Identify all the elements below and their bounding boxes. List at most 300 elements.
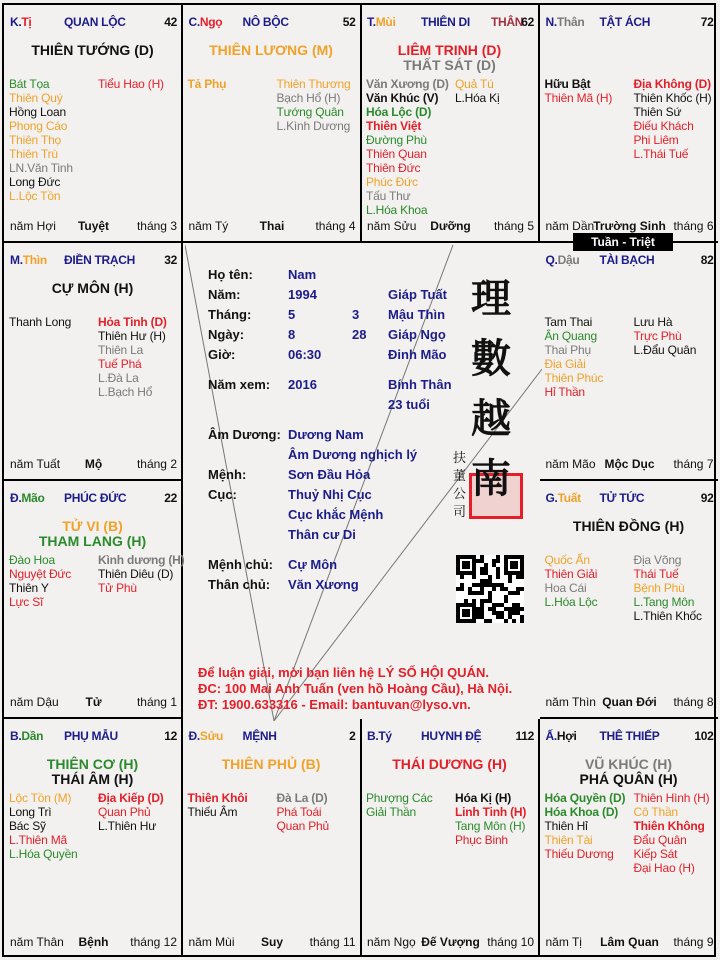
palace-footer (546, 935, 714, 949)
palace-age: 92 (700, 491, 714, 505)
palace-age: 22 (164, 491, 177, 505)
star: Lực Sĩ (9, 595, 44, 609)
palace-cell[interactable] (540, 481, 718, 719)
palace-header (10, 729, 177, 745)
branch-name: Mão (21, 491, 45, 505)
palace-age: 32 (164, 253, 177, 267)
palace-header (189, 15, 356, 31)
palace-age: 112 (515, 729, 534, 743)
menh-label: Mệnh: (208, 467, 247, 482)
palace-footer (546, 219, 714, 233)
life-phase: Tuyệt (77, 219, 110, 233)
can-chi-value: Bính Thân (388, 377, 452, 392)
star: Đại Hao (H) (633, 861, 695, 875)
star: LN.Văn Tinh (9, 161, 73, 175)
palace-cell[interactable] (183, 719, 362, 957)
star: Đẩu Quân (633, 833, 687, 847)
star: Phá Toái (276, 805, 322, 819)
info-value: 2016 (288, 377, 317, 392)
star: Đường Phù (366, 133, 427, 147)
palace-name: ĐIỀN TRẠCH (64, 253, 135, 267)
star: Bác Sỹ (9, 819, 46, 833)
star-column-right (634, 77, 712, 161)
year-label: năm Thìn (545, 695, 596, 709)
info-label: Ngày: (208, 327, 245, 342)
star: Tang Môn (H) (455, 819, 526, 833)
star-column-left (188, 791, 248, 819)
branch-name: Sửu (199, 729, 224, 743)
life-phase: Lâm Quan (600, 935, 659, 949)
palace-name: THÊ THIẾP (599, 729, 660, 743)
info-label: Họ tên: (208, 267, 253, 282)
star: Thiên Y (9, 581, 49, 595)
star: Bạch Hổ (H) (276, 91, 341, 105)
life-phase: Trường Sinh (593, 219, 666, 233)
main-star: PHÁ QUÂN (H) (579, 771, 678, 787)
palace-age: 102 (694, 729, 714, 743)
star: Địa Kiếp (D) (98, 791, 164, 805)
star: L.Hóa Lộc (544, 595, 598, 609)
info-value: Nam (288, 267, 317, 282)
palace-cell[interactable] (361, 5, 540, 243)
star: Địa Không (D) (633, 77, 711, 91)
palace-name: PHỤ MẪU (64, 729, 118, 743)
palace-cell[interactable] (4, 719, 183, 957)
palace-cell[interactable] (4, 481, 183, 719)
can-chi-value: Đinh Mão (388, 347, 447, 362)
life-phase: Mộc Dục (604, 457, 655, 471)
star: Phượng Các (366, 791, 433, 805)
main-stars (4, 43, 181, 58)
star-column-left (545, 791, 626, 861)
branch-prefix: C. (188, 15, 200, 29)
palace-branch (546, 729, 577, 743)
contact-line: Để luận giải, mời bạn liên hệ LÝ SỐ HỘI QUÁN. (198, 665, 489, 680)
star-column-left (366, 77, 449, 217)
palace-header (546, 15, 714, 31)
palace-age: 42 (164, 15, 177, 29)
star: Thiên La (98, 343, 144, 357)
life-phase: Đế Vượng (421, 935, 480, 949)
palace-footer (10, 457, 177, 471)
palace-header (546, 491, 714, 507)
menh-value: Sơn Đầu Hỏa (288, 467, 371, 482)
palace-footer (189, 219, 356, 233)
month-label: tháng 5 (493, 219, 534, 233)
star: Thiên Diêu (D) (98, 567, 174, 581)
star: Trực Phù (633, 329, 682, 343)
palace-name: HUYNH ĐỆ (421, 729, 482, 743)
star: Tiểu Hao (H) (98, 77, 164, 91)
main-stars (540, 519, 718, 534)
age-value: 23 tuổi (388, 397, 430, 412)
palace-footer (189, 935, 356, 949)
branch-name: Hợi (556, 729, 577, 743)
info-label: Tháng: (208, 307, 252, 322)
palace-age: 52 (342, 15, 356, 29)
star-column-right (277, 791, 329, 833)
lunar-value: 3 (352, 307, 360, 322)
palace-branch (367, 15, 396, 29)
star-column-right (98, 553, 184, 595)
star: Thiếu Dương (544, 847, 614, 861)
branch-prefix: Ấ. (545, 729, 557, 743)
branch-name: Ngọ (199, 15, 223, 29)
main-stars (361, 43, 538, 73)
star: Hóa Khoa (D) (544, 805, 619, 819)
star: Tuế Phá (98, 357, 142, 371)
main-star: THÁI DƯƠNG (H) (392, 756, 507, 772)
month-label: tháng 1 (136, 695, 177, 709)
branch-name: Tý (378, 729, 392, 743)
star-column-right (634, 315, 697, 357)
main-star: THÁI ÂM (H) (51, 771, 134, 787)
palace-footer (10, 935, 177, 949)
am-duong-value: Dương Nam (288, 427, 364, 442)
star: Đào Hoa (9, 553, 55, 567)
main-star: THIÊN TƯỚNG (D) (31, 42, 154, 58)
branch-prefix: K. (10, 15, 22, 29)
palace-footer (546, 695, 714, 709)
main-stars (361, 757, 538, 772)
month-label: tháng 11 (309, 935, 356, 949)
star: Thiên Tài (544, 833, 593, 847)
year-label: năm Sửu (367, 219, 417, 233)
star: Hóa Quyền (D) (544, 791, 626, 805)
palace-name: QUAN LỘC (64, 15, 126, 29)
main-stars (183, 757, 360, 772)
contact-line: ĐC: 100 Mai Anh Tuấn (ven hồ Hoàng Cầu), Hà Nội. (198, 681, 513, 696)
palace-name: TẬT ÁCH (599, 15, 651, 29)
star: L.Hóa Khoa (366, 203, 428, 217)
main-star: VŨ KHÚC (H) (584, 756, 673, 772)
star: Nguyệt Đức (9, 567, 72, 581)
star-column-left (9, 553, 71, 609)
month-label: tháng 8 (673, 695, 714, 709)
star-column-left (9, 315, 71, 329)
star: L.Thái Tuế (633, 147, 689, 161)
main-star: THIÊN ĐỒNG (H) (572, 518, 685, 534)
palace-header (189, 729, 356, 745)
palace-footer (10, 219, 177, 233)
info-value: 06:30 (288, 347, 322, 362)
info-value: 5 (288, 307, 296, 322)
year-label: năm Tý (188, 219, 229, 233)
star: Thai Phụ (544, 343, 591, 357)
palace-header (10, 491, 177, 507)
palace-age: 2 (349, 729, 356, 743)
star: L.Thiên Mã (9, 833, 68, 847)
palace-header (367, 15, 534, 31)
main-stars (4, 757, 181, 787)
star: L.Bạch Hổ (98, 385, 153, 399)
star: Văn Xương (D) (366, 77, 449, 91)
life-phase: Tử (85, 695, 102, 709)
palace-branch (546, 253, 580, 267)
branch-name: Mùi (375, 15, 396, 29)
star: Kình dương (H) (98, 553, 185, 567)
palace-branch (10, 491, 45, 505)
palace-footer (10, 695, 177, 709)
star-column-left (9, 77, 73, 203)
star: Thiên Khôi (187, 791, 248, 805)
palace-header (10, 253, 177, 269)
star: Hỏa Tinh (D) (98, 315, 167, 329)
star: Lưu Hà (633, 315, 673, 329)
star-column-left (545, 77, 613, 105)
star: Quốc Ấn (544, 553, 590, 567)
tuan-triet-badge: Tuần - Triệt (573, 233, 673, 251)
main-stars (4, 281, 181, 296)
star: Điếu Khách (633, 119, 694, 133)
can-chi-value: Mậu Thìn (388, 307, 446, 322)
star: Thanh Long (9, 315, 72, 329)
palace-cell[interactable] (540, 719, 718, 957)
star-column-left (545, 315, 604, 399)
star: Thiên Quý (9, 91, 63, 105)
star-column-left (9, 791, 78, 861)
star-column-right (277, 77, 351, 133)
star-column-right (455, 791, 526, 847)
star: L.Thiên Khốc (633, 609, 702, 623)
palace-age: 72 (700, 15, 714, 29)
branch-prefix: Đ. (188, 729, 200, 743)
star-column-left (366, 791, 433, 819)
star: Thiên Đức (366, 161, 421, 175)
star: Thiếu Âm (187, 805, 238, 819)
palace-name: THIÊN DI (421, 15, 470, 29)
life-phase: Quan Đới (602, 695, 657, 709)
tu-vi-chart (2, 3, 716, 957)
can-chi-value: Giáp Tuất (388, 287, 447, 302)
branch-prefix: B. (10, 729, 22, 743)
branch-prefix: M. (10, 253, 23, 267)
main-star: LIÊM TRINH (D) (397, 42, 502, 58)
year-label: năm Mão (545, 457, 596, 471)
main-stars (540, 757, 718, 787)
star: Thiên Không (633, 819, 705, 833)
year-label: năm Hợi (10, 219, 56, 233)
star: L.Đẩu Quân (633, 343, 697, 357)
palace-cell[interactable] (4, 243, 183, 481)
star: Tam Thai (544, 315, 593, 329)
info-label: Năm: (208, 287, 241, 302)
star: Thiên Hỉ (544, 819, 588, 833)
main-stars (183, 43, 360, 58)
palace-header (367, 729, 534, 745)
palace-branch (546, 15, 585, 29)
life-phase: Bệnh (78, 935, 109, 949)
palace-branch (10, 15, 31, 29)
branch-name: Thân (556, 15, 585, 29)
palace-header (546, 729, 714, 745)
star: Thiên Hư (H) (98, 329, 166, 343)
branch-name: Dậu (557, 253, 580, 267)
star-column-left (545, 553, 598, 609)
palace-cell[interactable] (540, 243, 718, 481)
star: Thiên Mã (H) (544, 91, 613, 105)
palace-age: 82 (700, 253, 714, 267)
branch-prefix: B. (367, 729, 379, 743)
star: Văn Khúc (V) (366, 91, 439, 105)
palace-footer (546, 457, 714, 471)
star: Tả Phụ (187, 77, 227, 91)
star: Lộc Tồn (M) (9, 791, 72, 805)
palace-name: TỬ TỨC (599, 491, 645, 505)
star-column-left (188, 77, 227, 91)
main-star: THẤT SÁT (D) (403, 57, 496, 73)
star: Bát Tọa (9, 77, 50, 91)
star: Long Đức (9, 175, 61, 189)
palace-branch (189, 15, 223, 29)
star: Đà La (D) (276, 791, 328, 805)
star: Cô Thần (633, 805, 678, 819)
month-label: tháng 10 (487, 935, 534, 949)
palace-cell[interactable] (540, 5, 718, 243)
star: L.Hóa Kị (455, 91, 500, 105)
main-star: THIÊN PHỦ (B) (221, 756, 321, 772)
star: L.Lộc Tồn (9, 189, 61, 203)
life-phase: Thai (259, 219, 285, 233)
main-star: THAM LANG (H) (38, 533, 147, 549)
than-chu-label: Thân chủ: (208, 577, 271, 592)
star: Linh Tinh (H) (455, 805, 527, 819)
palace-branch (10, 729, 43, 743)
star: Thiên Giải (544, 567, 598, 581)
star: Hóa Lộc (D) (366, 105, 432, 119)
star: Hồng Loan (9, 105, 66, 119)
info-value: 8 (288, 327, 296, 342)
lunar-value: 28 (352, 327, 367, 342)
star: Địa Giải (544, 357, 586, 371)
month-label: tháng 12 (130, 935, 177, 949)
palace-cell[interactable] (4, 5, 183, 243)
star: Quan Phủ (276, 819, 329, 833)
than-chu-value: Văn Xương (288, 577, 359, 592)
star: Thiên Hình (H) (633, 791, 710, 805)
star: Thiên Việt (366, 119, 422, 133)
star: Long Trì (9, 805, 52, 819)
year-label: năm Dậu (10, 695, 59, 709)
month-label: tháng 2 (136, 457, 177, 471)
star: Phong Cáo (9, 119, 68, 133)
year-label: năm Dần (545, 219, 595, 233)
star: L.Kình Dương (276, 119, 351, 133)
palace-name: MỆNH (242, 729, 277, 743)
star: Tấu Thư (366, 189, 411, 203)
branch-name: Dần (21, 729, 44, 743)
star: Hỉ Thần (544, 385, 585, 399)
year-label: năm Mùi (188, 935, 235, 949)
star: L.Thiên Hư (98, 819, 157, 833)
star: Ân Quang (544, 329, 597, 343)
cuc-note: Cục khắc Mệnh (288, 507, 384, 522)
info-label: Giờ: (208, 347, 236, 362)
star-column-right (634, 553, 702, 623)
menh-chu-value: Cự Môn (288, 557, 338, 572)
star: Thiên Phúc (544, 371, 604, 385)
branch-prefix: Đ. (10, 491, 22, 505)
star: Hoa Cái (544, 581, 587, 595)
calligraphy-small: 扶董公司 (453, 451, 467, 520)
star: Quả Tú (455, 77, 494, 91)
year-label: năm Tị (545, 935, 582, 949)
menh-chu-label: Mệnh chủ: (208, 557, 273, 572)
than-cu-note: Thân cư Di (288, 527, 356, 542)
star: Thiên Trù (9, 147, 58, 161)
palace-branch (546, 491, 581, 505)
star: Địa Võng (633, 553, 682, 567)
palace-branch (10, 253, 47, 267)
palace-cell[interactable] (183, 5, 362, 243)
branch-name: Tuất (557, 491, 581, 505)
main-stars (4, 519, 181, 549)
calligraphy-logo: 理數越南 (471, 275, 511, 502)
star: Phục Binh (455, 833, 508, 847)
qr-code[interactable] (456, 555, 524, 623)
life-phase: Dưỡng (430, 219, 471, 233)
star: Hữu Bật (544, 77, 591, 91)
info-value: 1994 (288, 287, 317, 302)
palace-branch (189, 729, 224, 743)
star: Quan Phủ (98, 805, 151, 819)
palace-age: 62 (521, 15, 534, 29)
star: Thiên Khốc (H) (633, 91, 712, 105)
main-star: TỬ VI (B) (62, 518, 123, 534)
star: Hóa Kị (H) (455, 791, 511, 805)
branch-name: Tị (21, 15, 32, 29)
branch-prefix: G. (545, 491, 558, 505)
month-label: tháng 3 (136, 219, 177, 233)
star: Thái Tuế (633, 567, 679, 581)
star: Thiên Sứ (633, 105, 682, 119)
palace-header (546, 253, 714, 269)
can-chi-value: Giáp Ngọ (388, 327, 446, 342)
star-column-right (98, 315, 167, 399)
year-label: năm Thân (10, 935, 64, 949)
star: L.Tang Môn (633, 595, 695, 609)
branch-prefix: Q. (545, 253, 558, 267)
main-star: CỰ MÔN (H) (51, 280, 134, 296)
palace-footer (367, 935, 534, 949)
star: Phi Liêm (633, 133, 679, 147)
main-star: THIÊN CƠ (H) (46, 756, 139, 772)
info-label: Năm xem: (208, 377, 271, 392)
am-duong-label: Âm Dương: (208, 427, 281, 442)
star: Giải Thần (366, 805, 417, 819)
star-column-right (455, 77, 499, 105)
star: Tướng Quân (276, 105, 344, 119)
month-label: tháng 9 (673, 935, 714, 949)
month-label: tháng 7 (673, 457, 714, 471)
year-label: năm Ngọ (367, 935, 416, 949)
center-info (185, 245, 542, 721)
year-label: năm Tuất (10, 457, 61, 471)
branch-prefix: N. (545, 15, 557, 29)
life-phase: Suy (260, 935, 283, 949)
star: Thiên Thọ (9, 133, 62, 147)
month-label: tháng 4 (315, 219, 356, 233)
main-star: THIÊN LƯƠNG (M) (209, 42, 333, 58)
star: Tử Phù (98, 581, 137, 595)
palace-header (10, 15, 177, 31)
branch-prefix: T. (367, 15, 376, 29)
star: L.Đà La (98, 371, 139, 385)
contact-line: ĐT: 1900.633316 - Email: bantuvan@lyso.vn. (198, 697, 471, 712)
star: Phúc Đức (366, 175, 418, 189)
palace-cell[interactable] (361, 719, 540, 957)
palace-age: 12 (164, 729, 177, 743)
